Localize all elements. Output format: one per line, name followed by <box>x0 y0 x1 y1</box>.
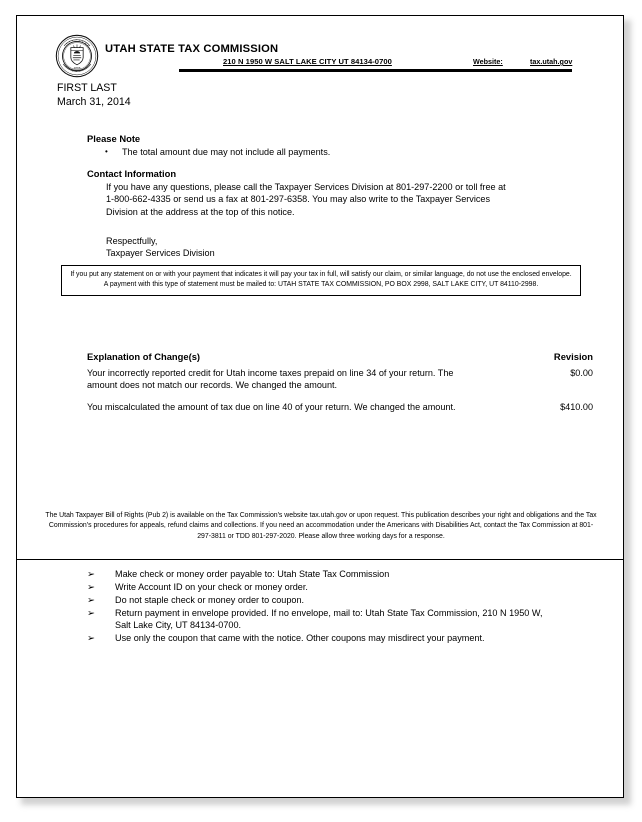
website-url[interactable]: tax.utah.gov <box>530 57 573 66</box>
tax-notice-page <box>16 15 624 798</box>
organization-name: UTAH STATE TAX COMMISSION <box>105 43 279 55</box>
change-description: You miscalculated the amount of tax due on line 40 of your return. We changed the amount. <box>87 402 456 412</box>
payment-statement-notice-box: If you put any statement on or with your payment that indicates it will pay your tax in full, will satisfy our claim, or similar language, do not use the enclosed envelope. A payment with this type of statement must be mailed to: UTAH STATE TAX COMMISSION, PO BOX 2998, SALT LAKE CITY, UT 84110-2998. <box>61 265 581 296</box>
payment-instructions-list <box>87 568 557 645</box>
change-amount: $410.00 <box>560 402 593 412</box>
letterhead-rule <box>179 69 572 72</box>
letterhead <box>17 16 623 78</box>
list-item <box>87 607 557 632</box>
list-item <box>87 594 557 606</box>
list-item-text: Use only the coupon that came with the notice. Other coupons may misdirect your payment. <box>115 633 485 644</box>
taxpayer-bill-of-rights-fineprint: The Utah Taxpayer Bill of Rights (Pub 2) is available on the Tax Commission's website tax.utah.gov or upon request. This publication describes your right and obligations and the Tax Commission's procedures for appeals, refund claims and collections. If you need an accommodation under the Americans with Disabilities Act, contact the Tax Commission at 801-297-3811 or TDD 801-297-2020. Please allow three working days for a response. <box>45 512 597 540</box>
revision-column-heading: Revision <box>553 351 593 362</box>
please-note-list <box>105 146 525 158</box>
signoff-closing: Respectfully, <box>106 236 158 246</box>
list-item-text: Return payment in envelope provided. If no envelope, mail to: Utah State Tax Commission, 210 N 1950 W, Salt Lake City, UT 84134-0700. <box>115 608 543 631</box>
arrow-bullet-icon: ➢ <box>87 594 95 605</box>
list-item-text: Make check or money order payable to: Utah State Tax Commission <box>115 569 390 579</box>
section-divider <box>17 559 623 560</box>
change-amount: $0.00 <box>570 368 593 378</box>
list-item <box>87 581 557 593</box>
arrow-bullet-icon: ➢ <box>87 607 95 618</box>
list-item <box>87 568 557 580</box>
signoff-block <box>106 235 406 260</box>
website-label: Website: <box>473 57 503 66</box>
contact-information-paragraph: If you have any questions, please call the Taxpayer Services Division at 801-297-2200 or toll free at 1-800-662-4335 or send us a fax at 801-297-6358. You may also write to the Taxpayer Services Division at the address at the top of this notice. <box>106 182 506 217</box>
list-item-text: Write Account ID on your check or money order. <box>115 582 308 592</box>
list-item-text: The total amount due may not include all payments. <box>122 147 331 157</box>
svg-text:1896: 1896 <box>73 65 81 70</box>
utah-state-seal-icon <box>55 34 99 78</box>
contact-information-heading: Contact Information <box>87 168 177 179</box>
change-description: Your incorrectly reported credit for Utah income taxes prepaid on line 34 of your return. The amount does not match our records. We changed the amount. <box>87 368 454 391</box>
signoff-department: Taxpayer Services Division <box>106 248 215 259</box>
list-item <box>87 632 557 644</box>
bullet-icon: • <box>105 147 108 156</box>
arrow-bullet-icon: ➢ <box>87 632 95 644</box>
arrow-bullet-icon: ➢ <box>87 581 95 592</box>
list-item-text: Do not staple check or money order to coupon. <box>115 595 305 605</box>
recipient-name: FIRST LAST <box>57 82 117 94</box>
please-note-heading: Please Note <box>87 133 141 144</box>
notice-date: March 31, 2014 <box>57 96 131 108</box>
letterhead-address-row <box>177 57 572 69</box>
explanation-of-changes-heading: Explanation of Change(s) <box>87 351 201 362</box>
office-address: 210 N 1950 W SALT LAKE CITY UT 84134-0700 <box>223 57 392 66</box>
list-item <box>105 146 525 158</box>
arrow-bullet-icon: ➢ <box>87 568 95 579</box>
